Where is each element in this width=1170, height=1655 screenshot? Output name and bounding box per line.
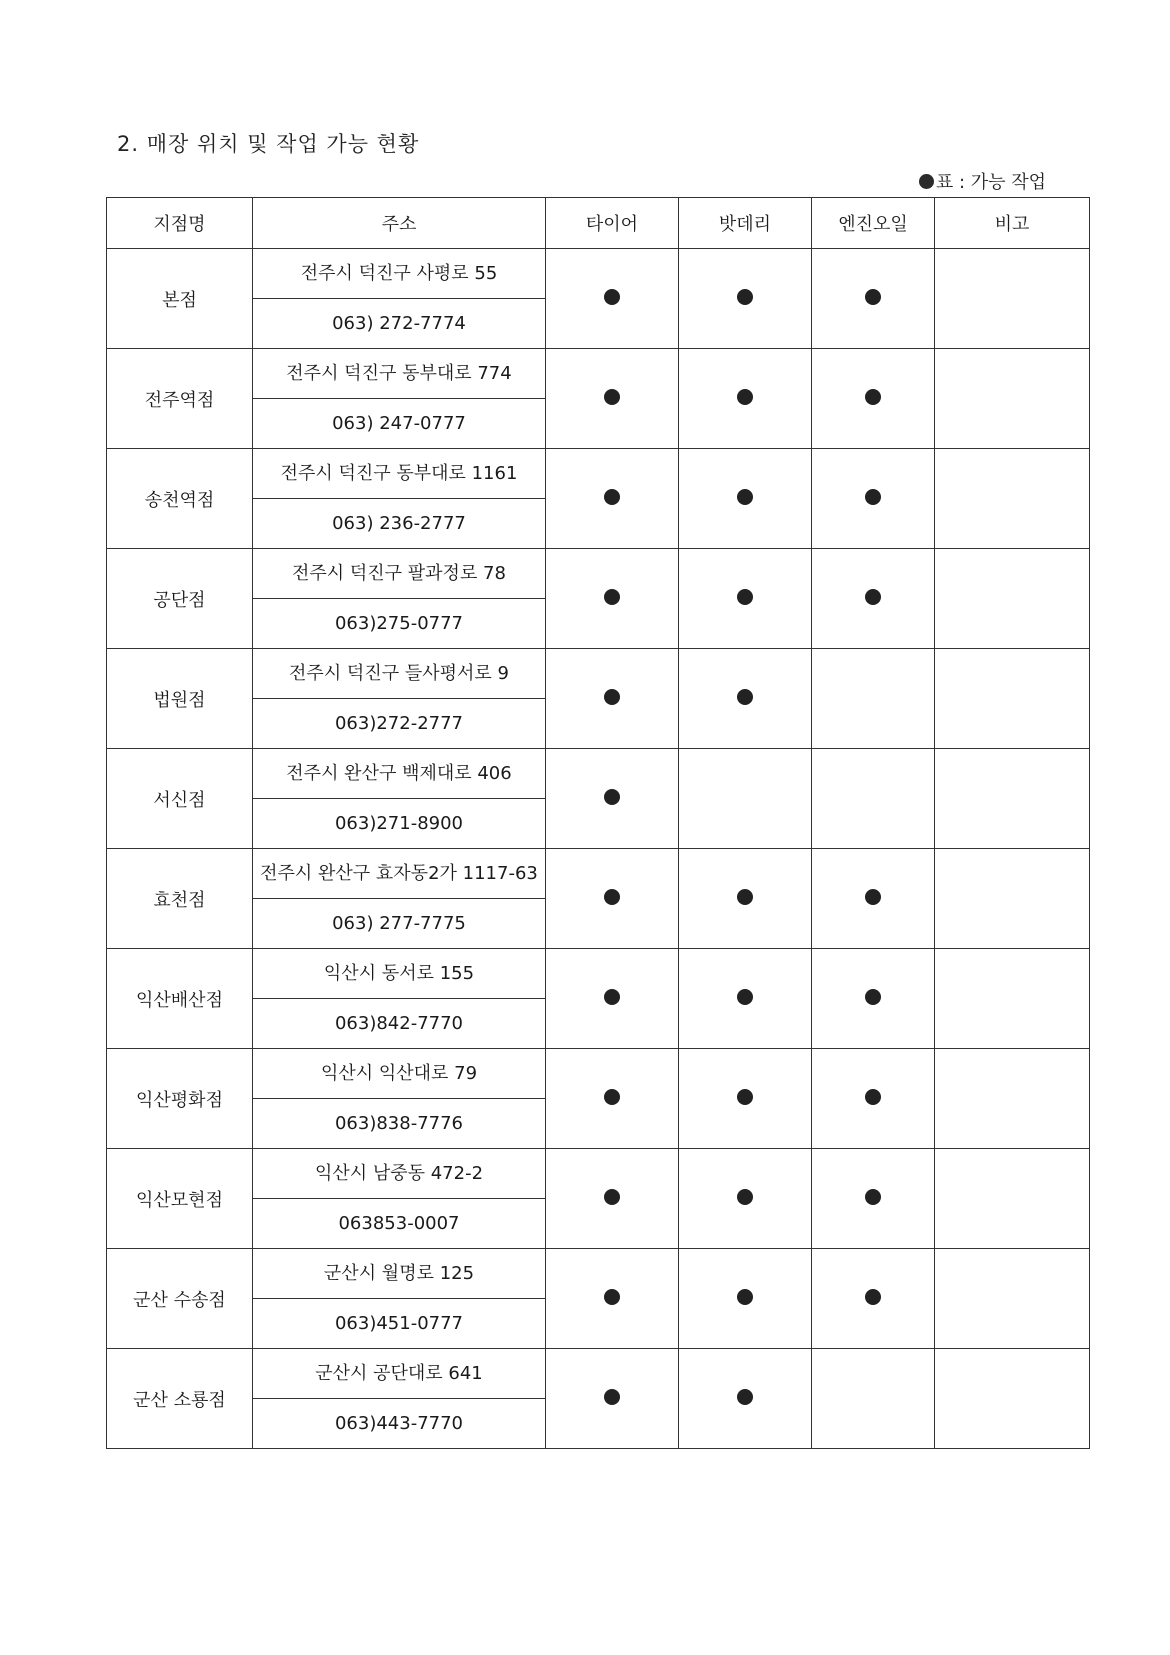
branch-name: 익산배산점 (107, 949, 253, 1049)
branch-name: 익산모현점 (107, 1149, 253, 1249)
header-tire: 타이어 (546, 198, 679, 249)
table-row (107, 1349, 1090, 1399)
branch-note (935, 649, 1090, 749)
filled-circle-icon (604, 1289, 620, 1305)
branch-phone: 063)271-8900 (253, 799, 546, 849)
branch-note (935, 1049, 1090, 1149)
tire-mark (546, 249, 679, 349)
branch-note (935, 849, 1090, 949)
table-row (107, 349, 1090, 399)
engine-oil-mark (812, 749, 935, 849)
legend-text: 표 : 가능 작업 (935, 172, 1046, 193)
branch-phone: 063)272-2777 (253, 699, 546, 749)
filled-circle-icon (865, 1289, 881, 1305)
branch-name: 서신점 (107, 749, 253, 849)
branch-note (935, 249, 1090, 349)
branch-address: 전주시 덕진구 사평로 55 (253, 249, 546, 299)
table-header-row (107, 198, 1090, 249)
branch-phone: 063)842-7770 (253, 999, 546, 1049)
branch-name: 법원점 (107, 649, 253, 749)
tire-mark (546, 1149, 679, 1249)
legend (919, 168, 1046, 194)
tire-mark (546, 549, 679, 649)
filled-circle-icon (737, 689, 753, 705)
filled-circle-icon (604, 789, 620, 805)
branch-note (935, 749, 1090, 849)
branch-note (935, 1349, 1090, 1449)
branch-name: 송천역점 (107, 449, 253, 549)
tire-mark (546, 1349, 679, 1449)
battery-mark (679, 449, 812, 549)
header-engine-oil: 엔진오일 (812, 198, 935, 249)
engine-oil-mark (812, 649, 935, 749)
branch-address: 전주시 덕진구 들사평서로 9 (253, 649, 546, 699)
branch-note (935, 949, 1090, 1049)
tire-mark (546, 1249, 679, 1349)
table-row (107, 1249, 1090, 1299)
header-branch: 지점명 (107, 198, 253, 249)
table-row (107, 649, 1090, 699)
header-address: 주소 (253, 198, 546, 249)
filled-circle-icon (865, 1089, 881, 1105)
branch-note (935, 549, 1090, 649)
branch-address: 전주시 덕진구 동부대로 774 (253, 349, 546, 399)
filled-circle-icon (604, 389, 620, 405)
tire-mark (546, 1049, 679, 1149)
battery-mark (679, 1349, 812, 1449)
tire-mark (546, 349, 679, 449)
battery-mark (679, 349, 812, 449)
filled-circle-icon (865, 289, 881, 305)
branch-address: 전주시 완산구 효자동2가 1117-63 (253, 849, 546, 899)
tire-mark (546, 749, 679, 849)
battery-mark (679, 649, 812, 749)
branch-name: 본점 (107, 249, 253, 349)
filled-circle-icon (604, 1089, 620, 1105)
filled-circle-icon (737, 489, 753, 505)
filled-circle-icon (737, 989, 753, 1005)
tire-mark (546, 649, 679, 749)
tire-mark (546, 949, 679, 1049)
battery-mark (679, 1049, 812, 1149)
branch-phone: 063) 272-7774 (253, 299, 546, 349)
filled-circle-icon (604, 489, 620, 505)
filled-circle-icon (604, 289, 620, 305)
branch-name: 전주역점 (107, 349, 253, 449)
filled-circle-icon (865, 389, 881, 405)
engine-oil-mark (812, 449, 935, 549)
table-row (107, 549, 1090, 599)
branch-address: 전주시 덕진구 팔과정로 78 (253, 549, 546, 599)
branch-address: 군산시 공단대로 641 (253, 1349, 546, 1399)
branch-address: 익산시 익산대로 79 (253, 1049, 546, 1099)
header-note: 비고 (935, 198, 1090, 249)
branch-phone: 063)443-7770 (253, 1399, 546, 1449)
engine-oil-mark (812, 949, 935, 1049)
table-row (107, 949, 1090, 999)
battery-mark (679, 949, 812, 1049)
branch-address: 익산시 동서로 155 (253, 949, 546, 999)
filled-circle-icon (737, 589, 753, 605)
engine-oil-mark (812, 349, 935, 449)
table-row (107, 1149, 1090, 1199)
table-row (107, 249, 1090, 299)
branch-phone: 063) 277-7775 (253, 899, 546, 949)
filled-circle-icon (737, 1189, 753, 1205)
branch-name: 효천점 (107, 849, 253, 949)
filled-circle-icon (865, 489, 881, 505)
branch-note (935, 1249, 1090, 1349)
filled-circle-icon (604, 1189, 620, 1205)
branch-note (935, 349, 1090, 449)
filled-circle-icon (604, 1389, 620, 1405)
branch-phone: 063)838-7776 (253, 1099, 546, 1149)
header-battery: 밧데리 (679, 198, 812, 249)
table-row (107, 1049, 1090, 1099)
branch-address: 전주시 덕진구 동부대로 1161 (253, 449, 546, 499)
branch-phone: 063)451-0777 (253, 1299, 546, 1349)
filled-circle-icon (865, 889, 881, 905)
page-title: 2. 매장 위치 및 작업 가능 현황 (117, 132, 420, 156)
branch-name: 공단점 (107, 549, 253, 649)
table-row (107, 849, 1090, 899)
filled-circle-icon (865, 989, 881, 1005)
branch-note (935, 449, 1090, 549)
table-row (107, 749, 1090, 799)
filled-circle-icon (604, 689, 620, 705)
branch-phone: 063) 247-0777 (253, 399, 546, 449)
battery-mark (679, 749, 812, 849)
filled-circle-icon (737, 1289, 753, 1305)
branch-address: 전주시 완산구 백제대로 406 (253, 749, 546, 799)
branch-phone: 063853-0007 (253, 1199, 546, 1249)
filled-circle-icon (737, 889, 753, 905)
tire-mark (546, 849, 679, 949)
battery-mark (679, 849, 812, 949)
branch-name: 군산 수송점 (107, 1249, 253, 1349)
branch-name: 군산 소룡점 (107, 1349, 253, 1449)
engine-oil-mark (812, 1249, 935, 1349)
branch-phone: 063) 236-2777 (253, 499, 546, 549)
filled-circle-icon (737, 389, 753, 405)
filled-circle-icon (604, 989, 620, 1005)
branch-phone: 063)275-0777 (253, 599, 546, 649)
branch-name: 익산평화점 (107, 1049, 253, 1149)
engine-oil-mark (812, 849, 935, 949)
battery-mark (679, 549, 812, 649)
filled-circle-icon (865, 1189, 881, 1205)
filled-circle-icon (604, 889, 620, 905)
engine-oil-mark (812, 549, 935, 649)
table-body (107, 249, 1090, 1449)
branch-address: 군산시 월명로 125 (253, 1249, 546, 1299)
shop-table (106, 197, 1090, 1449)
battery-mark (679, 249, 812, 349)
filled-circle-icon (737, 289, 753, 305)
engine-oil-mark (812, 1349, 935, 1449)
branch-note (935, 1149, 1090, 1249)
branch-address: 익산시 남중동 472-2 (253, 1149, 546, 1199)
engine-oil-mark (812, 249, 935, 349)
tire-mark (546, 449, 679, 549)
battery-mark (679, 1149, 812, 1249)
table-row (107, 449, 1090, 499)
filled-circle-icon (919, 174, 934, 189)
engine-oil-mark (812, 1149, 935, 1249)
filled-circle-icon (865, 589, 881, 605)
filled-circle-icon (737, 1089, 753, 1105)
engine-oil-mark (812, 1049, 935, 1149)
filled-circle-icon (737, 1389, 753, 1405)
battery-mark (679, 1249, 812, 1349)
filled-circle-icon (604, 589, 620, 605)
